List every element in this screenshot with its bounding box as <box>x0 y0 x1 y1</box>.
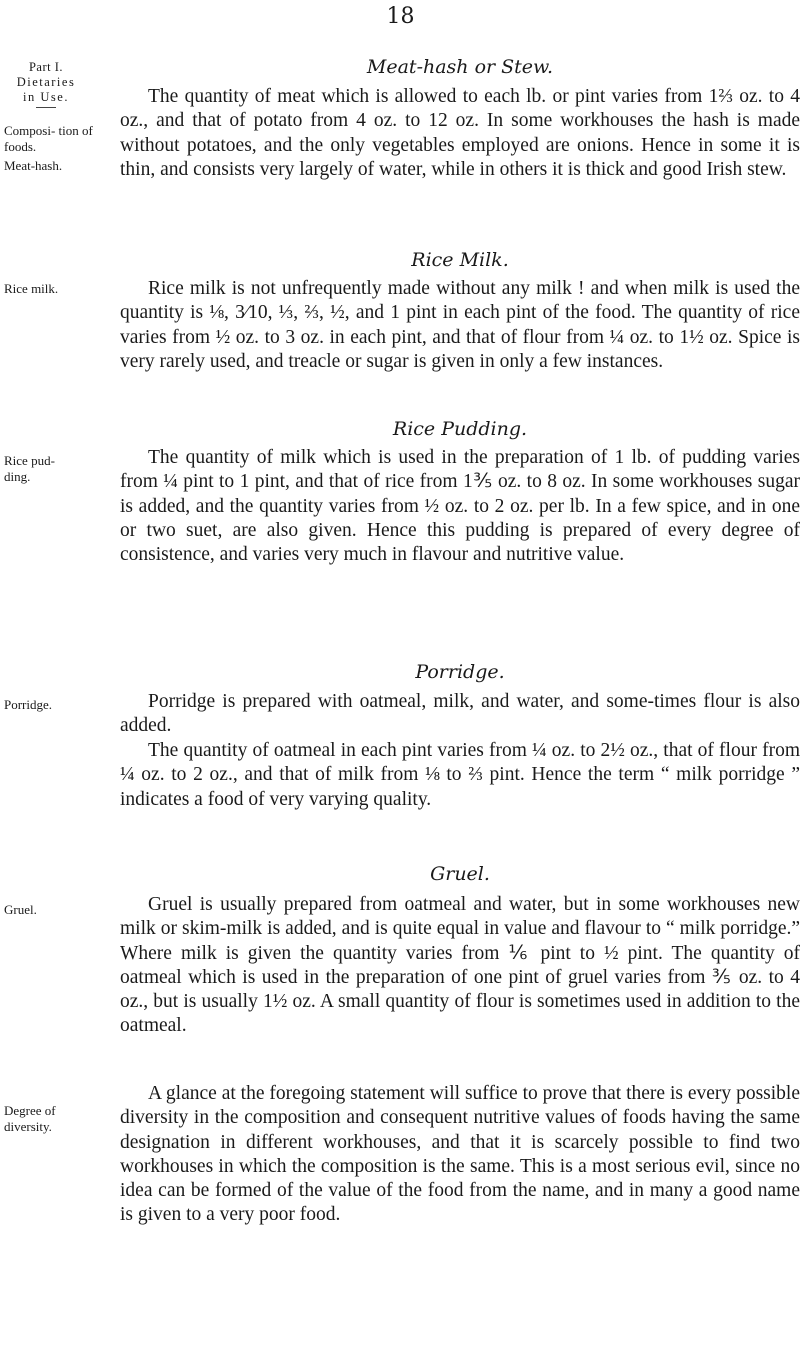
page-number: 18 <box>386 4 415 29</box>
margin-note-composition: Composi- tion of foods. <box>4 123 93 154</box>
paragraph-porridge-1: Porridge is prepared with oatmeal, milk, and water, and some-times flour is also added. <box>120 691 800 737</box>
margin-note-diversity: Degree of diversity. <box>4 1103 56 1134</box>
paragraph-meat-hash: The quantity of meat which is allowed to each lb. or pint varies from 1⅔ oz. to 4 oz., and that of potato from 4 oz. to 12 oz. In some workhouses the hash is made without potatoes, and the only vegetables employed are onions. Hence in some it is thin, and consists very largely of water, while in others it is thick and good Irish stew. <box>120 86 800 180</box>
running-head-part: Part I. <box>28 60 64 74</box>
heading-meat-hash: Meat-hash or Stew. <box>366 56 554 78</box>
margin-note-rice-pudding: Rice pud- ding. <box>4 453 55 484</box>
paragraph-rice-pudding: The quantity of milk which is used in the preparation of 1 lb. of pudding varies from ¼ pint to 1 pint, and that of rice from 1⅗ oz. to 8 oz. In some workhouses sugar is added, and the quantity varies from ½ oz. to 2 oz. per lb. In a few spice, and in one or two suet, are also given. Hence this pudding is prepared of every degree of consistence, and varies very much in flavour and nutritive value. <box>120 447 800 566</box>
heading-rice-pudding: Rice Pudding. <box>392 418 528 440</box>
heading-gruel: Gruel. <box>430 863 490 885</box>
heading-porridge: Porridge. <box>415 661 505 683</box>
margin-note-gruel: Gruel. <box>4 902 37 917</box>
paragraph-porridge-2: The quantity of oatmeal in each pint varies from ¼ oz. to 2½ oz., that of flour from ¼ oz. to 2 oz., and that of milk from ⅛ to ⅔ pint. Hence the term “ milk porridge ” indicates a food of very varying quality. <box>120 740 800 810</box>
paragraph-rice-milk: Rice milk is not unfrequently made without any milk ! and when milk is used the quantity is ⅛, 3⁄10, ⅓, ⅔, ½, and 1 pint in each pint of the food. The quantity of rice varies from ½ oz. to 3 oz. in each pint, and that of flour from ¼ oz. to 1½ oz. Spice is very rarely used, and treacle or sugar is given in only a few instances. <box>120 278 800 372</box>
margin-note-meat-hash: Meat-hash. <box>4 158 63 173</box>
margin-note-porridge: Porridge. <box>4 697 53 712</box>
margin-note-rice-milk: Rice milk. <box>4 281 59 296</box>
margin-divider <box>36 107 56 108</box>
running-head-in-use: in Use. <box>23 90 69 104</box>
running-head-dietaries: Dietaries <box>16 75 76 89</box>
running-head <box>6 60 86 109</box>
paragraph-gruel: Gruel is usually prepared from oatmeal and water, but in some workhouses new milk or skim-milk is added, and is quite equal in value and flavour to “ milk porridge.” Where milk is given the quantity varies from ⅙ pint to ½ pint. The quantity of oatmeal which is used in the preparation of one pint of gruel varies from ⅗ oz. to 4 oz., but is usually 1½ oz. A small quantity of flour is sometimes used in addition to the oatmeal. <box>120 894 800 1037</box>
heading-rice-milk: Rice Milk. <box>411 249 509 271</box>
paragraph-conclusion: A glance at the foregoing statement will suffice to prove that there is every possible diversity in the composition and consequent nutritive values of foods having the same designation in different workhouses, and that it is scarcely possible to find two workhouses in which the composition is the same. This is a most serious evil, since no idea can be formed of the value of the food from the name, and in many a good name is given to a very poor food. <box>120 1083 800 1226</box>
